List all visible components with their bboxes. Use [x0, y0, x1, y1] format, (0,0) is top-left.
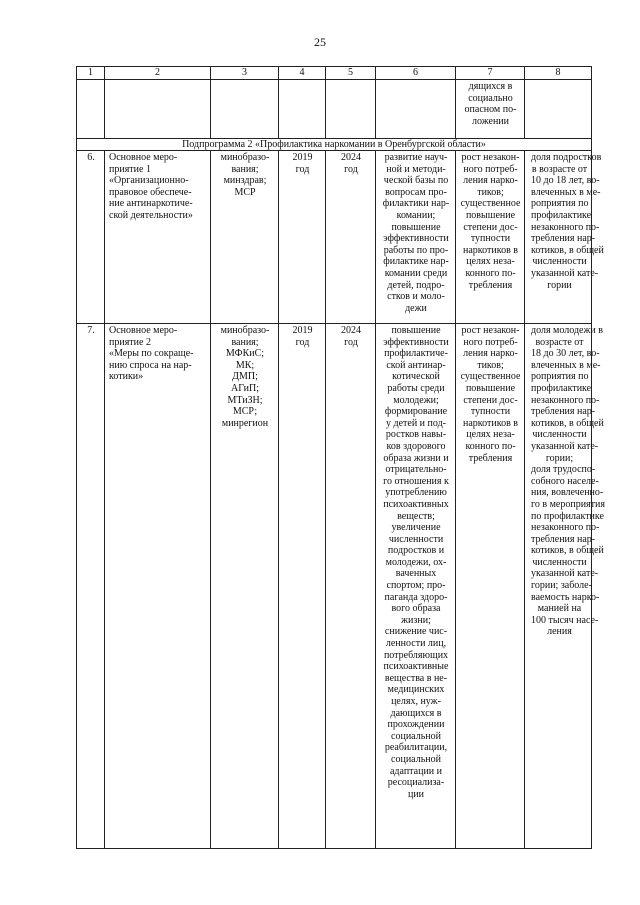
- cell-line: котиков, в общей: [531, 244, 604, 256]
- cell-line: снижение чис-: [384, 626, 448, 638]
- column-header-row: [77, 67, 592, 80]
- cell-line: степени дос-: [463, 221, 518, 233]
- cell-line: ного потреб-: [463, 336, 518, 348]
- cell-line: молодежи, ох-: [385, 556, 447, 568]
- cell-line: филактике нар-: [383, 256, 449, 268]
- cell-line: МФКиС;: [225, 348, 265, 360]
- cell-line: требления нар-: [531, 233, 596, 245]
- cell-line: у детей и под-: [385, 417, 447, 429]
- cell-line: МТиЗН;: [227, 394, 263, 406]
- cell-line: МСР;: [232, 406, 258, 418]
- cell-line: ления: [547, 626, 572, 638]
- cell-line: требления нар-: [531, 533, 596, 545]
- cell-line: детей, подро-: [387, 279, 445, 291]
- cell-line: социальной: [391, 753, 441, 765]
- cell-line: существенное: [460, 371, 521, 383]
- cell-line: ции: [407, 788, 425, 800]
- cell-line: ленности лиц,: [385, 638, 447, 650]
- cell-line: 100 тысяч насе-: [531, 614, 599, 626]
- subprogram-title: Подпрограмма 2 «Профилактика наркомании в Оренбургской области»: [77, 139, 592, 151]
- cell-line: ние антинаркотиче-: [109, 198, 193, 210]
- cell-line: ков здорового: [386, 440, 446, 452]
- cell-line: повышение: [465, 382, 516, 394]
- cell-line: эффективности: [383, 233, 449, 245]
- cell-line: работы по про-: [383, 244, 449, 256]
- cell-line: «Меры по сокраще-: [109, 348, 194, 360]
- indicators: [525, 151, 604, 291]
- column-header-1: 1: [77, 67, 105, 80]
- executors: [211, 151, 278, 198]
- cell-line: адаптации и: [389, 765, 443, 777]
- cell-line: социально: [468, 92, 513, 104]
- table-row: [77, 151, 592, 324]
- cell-line: тиков;: [477, 359, 504, 371]
- column-header-6: 6: [376, 67, 456, 80]
- cell-line: 10 до 18 лет, во-: [531, 175, 600, 187]
- cell-line: 2024: [341, 325, 361, 336]
- cell-line: незаконного по-: [531, 394, 600, 406]
- cell-line: го отношения к: [383, 475, 449, 487]
- non-implementation-consequences: [456, 324, 524, 464]
- cell-line: формирование: [384, 406, 448, 418]
- cell-line: жизни;: [401, 614, 431, 626]
- cell-line: ного потреб-: [463, 163, 518, 175]
- cell-line: котиков, в общей: [531, 417, 604, 429]
- cell-line: комании;: [396, 209, 436, 221]
- event-name: [105, 151, 210, 222]
- cell-line: дящихся в: [468, 81, 513, 92]
- continuation-consequences: [456, 80, 524, 127]
- cell-line: повышение: [465, 209, 516, 221]
- executors: [211, 324, 278, 429]
- row-number: 7.: [87, 325, 95, 336]
- cell-line: минобразо-: [220, 152, 270, 163]
- cell-line: численности: [532, 256, 587, 268]
- cell-line: численности: [532, 429, 587, 441]
- implementation-directions: [376, 151, 455, 314]
- cell-line: приятие 2: [109, 336, 151, 348]
- cell-line: дежи: [405, 302, 427, 314]
- cell-line: психоактивных: [383, 498, 449, 510]
- end-year: [326, 324, 375, 348]
- cell-line: в возрасте от: [531, 163, 588, 175]
- cell-line: указанной кате-: [531, 440, 599, 452]
- cell-line: ваченных: [395, 568, 437, 580]
- cell-line: 2019: [292, 325, 313, 336]
- cell-line: минздрав;: [223, 175, 267, 187]
- cell-line: вания;: [231, 336, 259, 348]
- cell-line: молодежи;: [393, 394, 439, 406]
- cell-line: повышение: [391, 325, 441, 336]
- cell-line: го в мероприятия: [531, 498, 605, 510]
- cell-line: стков и моло-: [387, 291, 445, 303]
- cell-line: минобразо-: [220, 325, 270, 336]
- cell-line: целях неза-: [466, 256, 515, 268]
- cell-line: минрегион: [221, 417, 269, 429]
- cell-line: 2019: [292, 152, 313, 163]
- continuation-row: [77, 80, 592, 139]
- cell-line: степени дос-: [463, 394, 518, 406]
- cell-line: ной и методи-: [386, 163, 446, 175]
- cell-line: наркотиков в: [462, 244, 519, 256]
- cell-line: ваемость нарко-: [531, 591, 600, 603]
- cell-line: эффективности: [383, 336, 449, 348]
- cell-line: подростков и: [387, 545, 445, 557]
- cell-line: ростков навы-: [385, 429, 447, 441]
- non-implementation-consequences: [456, 151, 524, 291]
- cell-line: реабилитации,: [384, 742, 448, 754]
- cell-line: Основное меро-: [109, 152, 178, 163]
- cell-line: требления нар-: [531, 406, 596, 418]
- column-header-8: 8: [525, 67, 592, 80]
- cell-line: рост незакон-: [461, 325, 520, 336]
- column-header-2: 2: [105, 67, 211, 80]
- cell-line: психоактивные: [383, 661, 449, 673]
- cell-line: доля подростков: [531, 152, 602, 163]
- cell-line: собного населе-: [531, 475, 599, 487]
- cell-line: целях неза-: [466, 429, 515, 441]
- cell-line: дающихся в: [390, 707, 442, 719]
- cell-line: тиков;: [477, 186, 504, 198]
- cell-line: Основное меро-: [109, 325, 178, 336]
- start-year: [279, 151, 325, 175]
- cell-line: профилактике: [531, 382, 592, 394]
- cell-line: ления нарко-: [463, 348, 518, 360]
- event-name: [105, 324, 210, 383]
- cell-line: конного по-: [465, 267, 516, 279]
- cell-line: профилактиче-: [384, 348, 448, 360]
- cell-line: «Организационно-: [109, 175, 189, 187]
- cell-line: филактики нар-: [382, 198, 450, 210]
- cell-line: роприятия по: [531, 371, 589, 383]
- cell-line: ления нарко-: [463, 175, 518, 187]
- measures-table: [76, 66, 605, 849]
- cell-line: влеченных в ме-: [531, 359, 601, 371]
- cell-line: приятие 1: [109, 163, 151, 175]
- cell-line: тупности: [470, 406, 511, 418]
- cell-line: 18 до 30 лет, во-: [531, 348, 600, 360]
- cell-line: АГиП;: [231, 382, 259, 394]
- cell-line: повышение: [391, 221, 441, 233]
- cell-line: социальной: [391, 730, 441, 742]
- cell-line: вания;: [231, 163, 259, 175]
- cell-line: ресоциализа-: [387, 777, 445, 789]
- cell-line: ской деятельности»: [109, 209, 193, 221]
- cell-line: веществ;: [397, 510, 435, 522]
- cell-line: численности: [532, 556, 587, 568]
- cell-line: требления: [468, 452, 513, 464]
- cell-line: вого образа: [391, 603, 441, 615]
- cell-line: незаконного по-: [531, 522, 600, 534]
- page-number: 25: [314, 35, 326, 49]
- table-row: [77, 324, 592, 849]
- cell-line: профилактике: [531, 209, 592, 221]
- column-header-5: 5: [326, 67, 376, 80]
- cell-line: работы среди: [387, 382, 445, 394]
- cell-line: гории;: [545, 452, 574, 464]
- cell-line: указанной кате-: [531, 267, 599, 279]
- cell-line: ской антинар-: [386, 359, 446, 371]
- cell-line: спортом; про-: [386, 580, 446, 592]
- cell-line: тупности: [470, 233, 511, 245]
- cell-line: рост незакон-: [461, 152, 520, 163]
- cell-line: численности: [388, 533, 444, 545]
- cell-line: котики»: [109, 371, 144, 383]
- cell-line: увеличение: [391, 522, 441, 534]
- cell-line: гории: [547, 279, 572, 291]
- cell-line: прохождении: [387, 719, 445, 731]
- cell-line: по профилактике: [531, 510, 604, 522]
- column-header-7: 7: [456, 67, 525, 80]
- cell-line: требления: [468, 279, 513, 291]
- cell-line: гории; заболе-: [531, 580, 592, 592]
- cell-line: паганда здоро-: [384, 591, 448, 603]
- cell-line: отрицательно-: [385, 464, 447, 476]
- cell-line: нию спроса на нар-: [109, 359, 192, 371]
- cell-line: целях, нуж-: [391, 696, 441, 707]
- cell-line: опасном по-: [464, 104, 517, 116]
- cell-line: год: [295, 163, 310, 175]
- cell-line: возрасте от: [535, 336, 584, 348]
- cell-line: наркотиков в: [462, 417, 519, 429]
- cell-line: ложении: [471, 115, 509, 127]
- cell-line: конного по-: [465, 440, 516, 452]
- cell-line: МСР: [234, 186, 256, 198]
- cell-line: вещества в не-: [384, 672, 448, 684]
- cell-line: МК;: [235, 359, 255, 371]
- cell-line: год: [295, 336, 310, 348]
- cell-line: манией на: [537, 603, 582, 615]
- column-header-3: 3: [211, 67, 279, 80]
- cell-line: образа жизни и: [383, 452, 449, 464]
- cell-line: влеченных в ме-: [531, 186, 601, 198]
- implementation-directions: [376, 324, 455, 800]
- cell-line: правовое обеспече-: [109, 186, 192, 198]
- cell-line: доля молодежи в: [531, 325, 603, 336]
- cell-line: доля трудоспо-: [531, 464, 596, 476]
- cell-line: роприятия по: [531, 198, 589, 210]
- cell-line: 2024: [341, 152, 361, 163]
- cell-line: незаконного по-: [531, 221, 600, 233]
- start-year: [279, 324, 325, 348]
- row-number: 6.: [87, 152, 95, 163]
- cell-line: год: [344, 336, 358, 348]
- cell-line: существенное: [460, 198, 521, 210]
- cell-line: потребляющих: [383, 649, 449, 661]
- subprogram-row: [77, 139, 592, 151]
- cell-line: котиков, в общей: [531, 545, 604, 557]
- cell-line: ния, вовлеченно-: [531, 487, 604, 499]
- cell-line: ческой базы по: [383, 175, 449, 187]
- indicators: [525, 324, 605, 638]
- cell-line: комании среди: [384, 267, 448, 279]
- column-header-4: 4: [279, 67, 326, 80]
- cell-line: развитие науч-: [384, 152, 448, 163]
- cell-line: год: [344, 163, 358, 175]
- cell-line: медицинских: [387, 684, 445, 696]
- cell-line: котической: [392, 371, 440, 383]
- cell-line: ДМП;: [232, 371, 258, 383]
- cell-line: указанной кате-: [531, 568, 599, 580]
- end-year: [326, 151, 375, 175]
- cell-line: вопросам про-: [385, 186, 447, 198]
- cell-line: употреблению: [385, 487, 447, 499]
